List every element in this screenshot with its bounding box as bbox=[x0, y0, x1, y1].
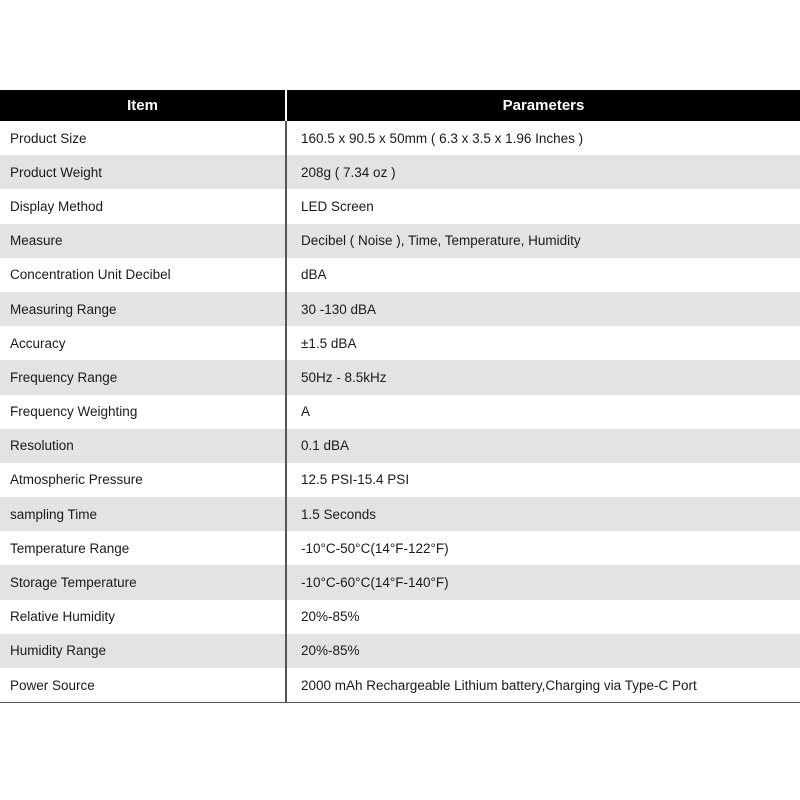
item-cell: Frequency Range bbox=[0, 360, 286, 394]
parameter-cell: 208g ( 7.34 oz ) bbox=[286, 155, 800, 189]
item-cell: Measuring Range bbox=[0, 292, 286, 326]
parameter-cell: 50Hz - 8.5kHz bbox=[286, 360, 800, 394]
parameter-cell: Decibel ( Noise ), Time, Temperature, Humidity bbox=[286, 224, 800, 258]
parameter-cell: -10°C-60°C(14°F-140°F) bbox=[286, 565, 800, 599]
item-cell: Power Source bbox=[0, 668, 286, 703]
item-cell: sampling Time bbox=[0, 497, 286, 531]
table-row bbox=[0, 224, 800, 258]
table-row bbox=[0, 429, 800, 463]
table-row bbox=[0, 463, 800, 497]
parameter-cell: dBA bbox=[286, 258, 800, 292]
table-row bbox=[0, 565, 800, 599]
item-cell: Humidity Range bbox=[0, 634, 286, 668]
item-cell: Atmospheric Pressure bbox=[0, 463, 286, 497]
item-cell: Relative Humidity bbox=[0, 600, 286, 634]
table-row bbox=[0, 155, 800, 189]
table-row bbox=[0, 634, 800, 668]
item-cell: Product Size bbox=[0, 121, 286, 155]
parameter-cell: 1.5 Seconds bbox=[286, 497, 800, 531]
item-cell: Resolution bbox=[0, 429, 286, 463]
table-row bbox=[0, 600, 800, 634]
table-row bbox=[0, 395, 800, 429]
parameters-column-header: Parameters bbox=[286, 90, 800, 121]
table-row bbox=[0, 258, 800, 292]
item-cell: Display Method bbox=[0, 189, 286, 223]
table-row bbox=[0, 326, 800, 360]
parameter-cell: -10°C-50°C(14°F-122°F) bbox=[286, 531, 800, 565]
table-row bbox=[0, 292, 800, 326]
parameter-cell: 2000 mAh Rechargeable Lithium battery,Charging via Type-C Port bbox=[286, 668, 800, 703]
table-row bbox=[0, 531, 800, 565]
table-body bbox=[0, 121, 800, 703]
parameter-cell: A bbox=[286, 395, 800, 429]
item-cell: Storage Temperature bbox=[0, 565, 286, 599]
item-cell: Frequency Weighting bbox=[0, 395, 286, 429]
table-row bbox=[0, 121, 800, 155]
parameter-cell: ±1.5 dBA bbox=[286, 326, 800, 360]
parameter-cell: 20%-85% bbox=[286, 634, 800, 668]
parameter-cell: 12.5 PSI-15.4 PSI bbox=[286, 463, 800, 497]
table-row bbox=[0, 360, 800, 394]
item-column-header: Item bbox=[0, 90, 286, 121]
item-cell: Concentration Unit Decibel bbox=[0, 258, 286, 292]
item-cell: Temperature Range bbox=[0, 531, 286, 565]
table-header-row bbox=[0, 90, 800, 121]
parameter-cell: 30 -130 dBA bbox=[286, 292, 800, 326]
item-cell: Measure bbox=[0, 224, 286, 258]
parameter-cell: 160.5 x 90.5 x 50mm ( 6.3 x 3.5 x 1.96 Inches ) bbox=[286, 121, 800, 155]
item-cell: Product Weight bbox=[0, 155, 286, 189]
spec-table bbox=[0, 90, 800, 703]
table-row bbox=[0, 497, 800, 531]
parameter-cell: 0.1 dBA bbox=[286, 429, 800, 463]
table-row bbox=[0, 668, 800, 703]
parameter-cell: LED Screen bbox=[286, 189, 800, 223]
parameter-cell: 20%-85% bbox=[286, 600, 800, 634]
item-cell: Accuracy bbox=[0, 326, 286, 360]
table-row bbox=[0, 189, 800, 223]
